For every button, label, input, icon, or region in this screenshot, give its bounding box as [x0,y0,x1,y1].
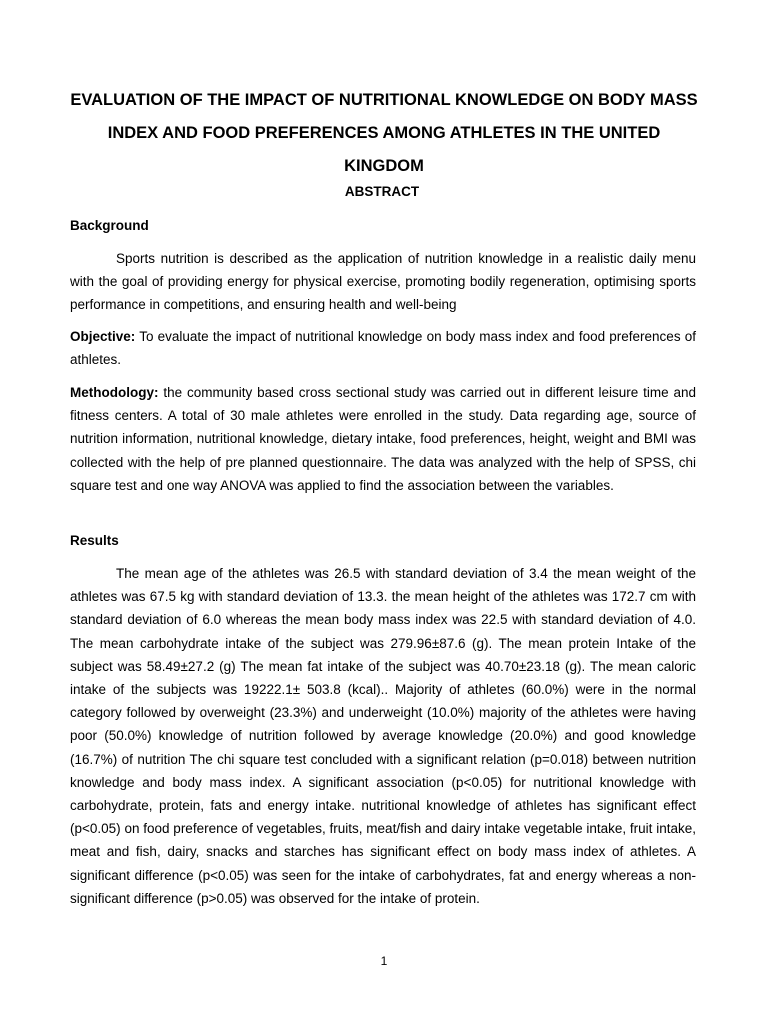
objective-label: Objective: [70,329,136,344]
page-number: 1 [380,954,388,968]
methodology-label: Methodology: [70,385,159,400]
methodology-text: the community based cross sectional study was carried out in different leisure time and fitness centers. A total of 30 male athletes were enrolled in the study. Data regarding age, source of nutrition information, nutritional knowledge, dietary intake, food preferences, height, weight and BMI was collected with the help of pre planned questionnaire. The data was analyzed with the help of SPSS, chi square test and one way ANOVA was applied to find the association between the variables. [70,385,696,493]
results-heading: Results [70,533,119,548]
abstract-heading: ABSTRACT [344,184,420,199]
background-heading: Background [70,218,149,233]
objective-paragraph [70,325,696,371]
background-paragraph: Sports nutrition is described as the application of nutrition knowledge in a realistic daily menu with the goal of providing energy for physical exercise, promoting bodily regeneration, optimising sports performance in competitions, and ensuring health and well-being [70,251,696,313]
objective-text: To evaluate the impact of nutritional knowledge on body mass index and food preferences of athletes. [70,329,696,368]
paper-title: EVALUATION OF THE IMPACT OF NUTRITIONAL KNOWLEDGE ON BODY MASS INDEX AND FOOD PREFERENCES AMONG ATHLETES IN THE UNITED KINGDOM [70,91,698,175]
results-paragraph: The mean age of the athletes was 26.5 with standard deviation of 3.4 the mean weight of the athletes was 67.5 kg with standard deviation of 13.3. the mean height of the athletes was 172.7 cm with standard deviation of 6.0 whereas the mean body mass index was 22.5 with standard deviation of 4.0. The mean carbohydrate intake of the subject was 279.96±87.6 (g). The mean protein Intake of the subject was 58.49±27.2 (g) The mean fat intake of the subject was 40.70±23.18 (g). The mean caloric intake of the subjects was 19222.1± 503.8 (kcal).. Majority of athletes (60.0%) were in the normal category followed by overweight (23.3%) and underweight (10.0%) majority of the athletes were having poor (50.0%) knowledge of nutrition followed by average knowledge (20.0%) and good knowledge (16.7%) of nutrition The chi square test concluded with a significant relation (p=0.018) between nutrition knowledge and body mass index. A significant association (p<0.05) for nutritional knowledge with carbohydrate, protein, fats and energy intake. nutritional knowledge of athletes has significant effect (p<0.05) on food preference of vegetables, fruits, meat/fish and dairy intake vegetable intake, fruit intake, meat and fish, dairy, snacks and starches has significant effect on body mass index of athletes. A significant difference (p<0.05) was seen for the intake of carbohydrates, fat and energy whereas a non-significant difference (p>0.05) was observed for the intake of protein. [70,566,696,906]
methodology-paragraph [70,381,696,497]
